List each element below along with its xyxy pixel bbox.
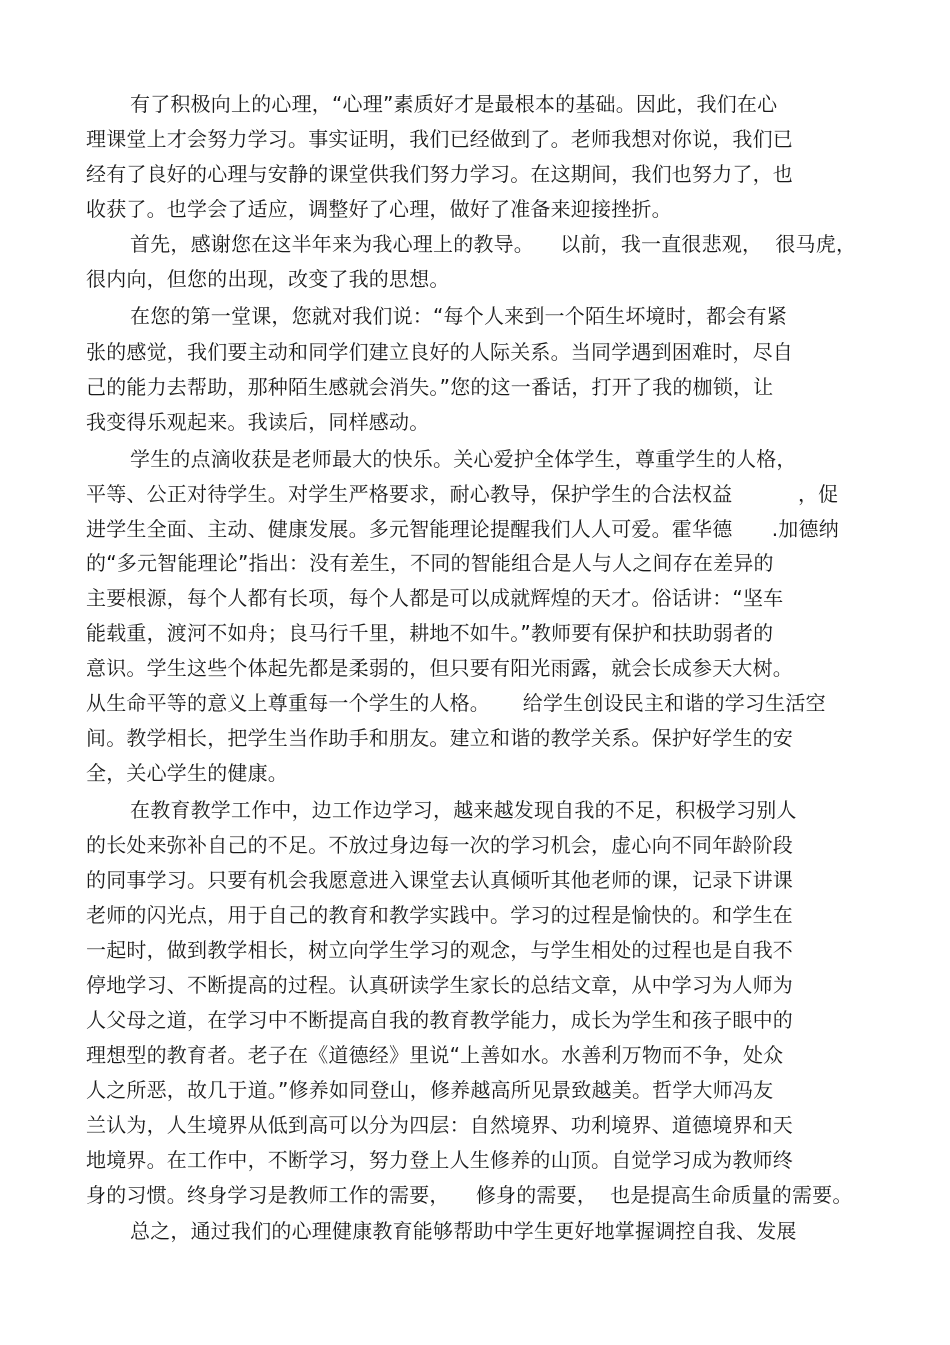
text-line: 张的感觉，我们要主动和同学们建立良好的人际关系。当同学遇到困难时，尽自	[86, 340, 793, 364]
text-line: 能载重，渡河不如舟；良马行千里，耕地不如牛。”教师要有保护和扶助弱者的	[86, 621, 774, 645]
text-line: 兰认为，人生境界从低到高可以分为四层：自然境界、功利境界、道德境界和天	[86, 1113, 793, 1137]
text-line: 理课堂上才会努力学习。事实证明，我们已经做到了。老师我想对你说，我们已	[86, 127, 793, 151]
text-line: 有了积极向上的心理，“心理”素质好才是最根本的基础。因此，我们在心	[130, 92, 778, 116]
text-line: 意识。学生这些个体起先都是柔弱的，但只要有阳光雨露，就会长成参天大树。	[86, 656, 793, 680]
text-line: 总之，通过我们的心理健康教育能够帮助中学生更好地掌握调控自我、发展	[130, 1219, 797, 1243]
text-line: 在教育教学工作中，边工作边学习，越来越发现自我的不足，积极学习别人	[130, 798, 797, 822]
text-line: 平等、公正对待学生。对学生严格要求，耐心教导，保护学生的合法权益 ，促	[86, 482, 839, 506]
text-line: 的同事学习。只要有机会我愿意进入课堂去认真倾听其他老师的课，记录下讲课	[86, 868, 793, 892]
text-line: 首先，感谢您在这半年来为我心理上的教导。 以前，我一直很悲观， 很马虎，	[130, 232, 857, 256]
text-line: 在您的第一堂课，您就对我们说：“每个人来到一个陌生坏境时，都会有紧	[130, 304, 787, 328]
text-line: 地境界。在工作中，不断学习，努力登上人生修养的山顶。自觉学习成为教师终	[86, 1148, 793, 1172]
text-line: 人父母之道，在学习中不断提高自我的教育教学能力，成长为学生和孩子眼中的	[86, 1008, 793, 1032]
text-line: 停地学习、不断提高的过程。认真研读学生家长的总结文章，从中学习为人师为	[86, 973, 793, 997]
text-line: 经有了良好的心理与安静的课堂供我们努力学习。在这期间，我们也努力了，也	[86, 162, 793, 186]
text-line: 主要根源，每个人都有长项，每个人都是可以成就辉煌的天才。俗话讲：“坚车	[86, 586, 784, 610]
text-line: 身的习惯。终身学习是教师工作的需要， 修身的需要， 也是提高生命质量的需要。	[86, 1183, 853, 1207]
text-line: 一起时，做到教学相长，树立向学生学习的观念，与学生相处的过程也是自我不	[86, 938, 793, 962]
text-line: 理想型的教育者。老子在《道德经》里说“上善如水。水善利万物而不争，处众	[86, 1043, 784, 1067]
text-line: 间。教学相长，把学生当作助手和朋友。建立和谐的教学关系。保护好学生的安	[86, 726, 793, 750]
text-line: 学生的点滴收获是老师最大的快乐。关心爱护全体学生，尊重学生的人格，	[130, 447, 797, 471]
text-line: 全，关心学生的健康。	[86, 761, 288, 785]
text-line: 的“多元智能理论”指出：没有差生，不同的智能组合是人与人之间存在差异的	[86, 551, 774, 575]
text-line: 老师的闪光点，用于自己的教育和教学实践中。学习的过程是愉快的。和学生在	[86, 903, 793, 927]
text-line: 收获了。也学会了适应，调整好了心理，做好了准备来迎接挫折。	[86, 197, 672, 221]
text-line: 从生命平等的意义上尊重每一个学生的人格。 给学生创设民主和谐的学习生活空	[86, 691, 826, 715]
text-line: 进学生全面、主动、健康发展。多元智能理论提醒我们人人可爱。霍华德 .加德纳	[86, 517, 839, 541]
text-line: 的长处来弥补自己的不足。不放过身边每一次的学习机会，虚心向不同年龄阶段	[86, 833, 793, 857]
text-line: 我变得乐观起来。我读后，同样感动。	[86, 410, 430, 434]
text-line: 己的能力去帮助，那种陌生感就会消失。”您的这一番话，打开了我的枷锁，让	[86, 375, 774, 399]
text-line: 人之所恶，故几于道。”修养如同登山，修养越高所见景致越美。哲学大师冯友	[86, 1078, 774, 1102]
text-line: 很内向，但您的出现，改变了我的思想。	[86, 267, 450, 291]
